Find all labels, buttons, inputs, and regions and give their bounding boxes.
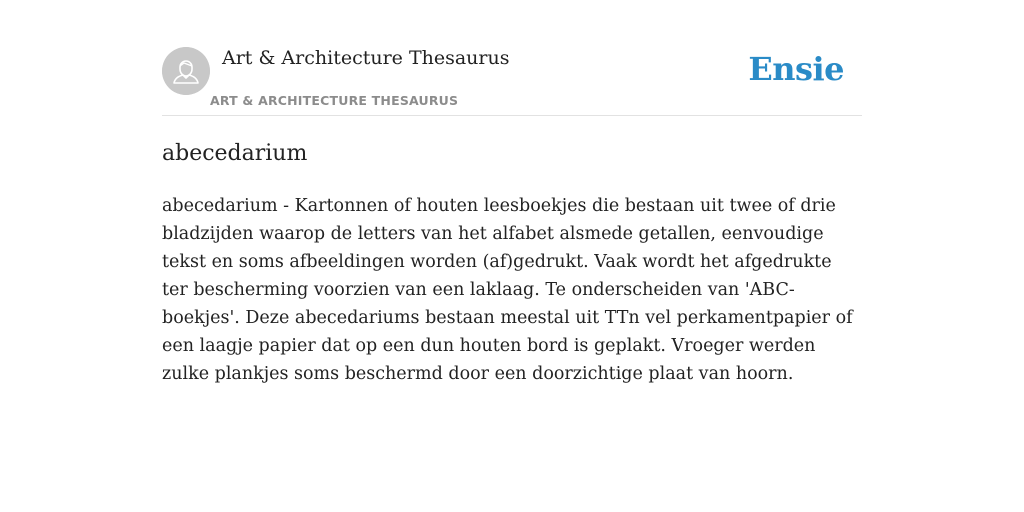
entry-title: abecedarium — [162, 141, 308, 166]
author-avatar[interactable] — [162, 47, 210, 95]
source-label[interactable]: ART & ARCHITECTURE THESAURUS — [210, 93, 459, 108]
user-silhouette-icon — [162, 47, 210, 95]
entry-header — [162, 46, 862, 116]
author-name-link[interactable]: Art & Architecture Thesaurus — [222, 47, 510, 69]
entry-definition: abecedarium - Kartonnen of houten leesboekjes die bestaan uit twee of drie bladzijden waarop de letters van het alfabet alsmede getallen, eenvoudige tekst en soms afbeeldingen worden (af)gedrukt. Vaak wordt het afgedrukte ter bescherming voorzien van een laklaag. Te onderscheiden van 'ABC-boekjes'. Deze abecedariums bestaan meestal uit TTn vel perkamentpapier of een laagje papier dat op een dun houten bord is geplakt. Vroeger werden zulke plankjes soms beschermd door een doorzichtige plaat van hoorn. — [162, 196, 853, 384]
ensie-logo[interactable]: Ensie — [748, 50, 844, 88]
